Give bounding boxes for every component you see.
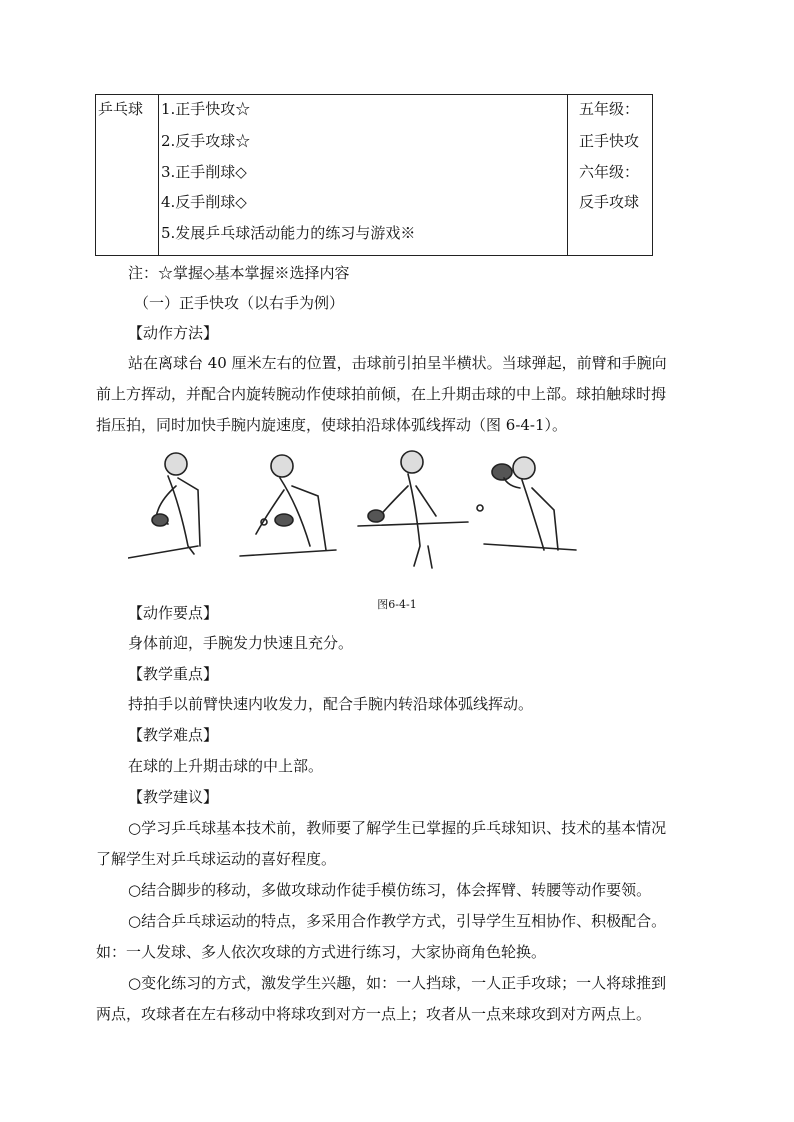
suggestion-line: ○结合脚步的移动，多做攻球动作徒手模仿练习，体会挥臂、转腰等动作要领。 (128, 881, 652, 899)
table-item: 3.正手削球◇ (161, 163, 247, 181)
key-points-text: 身体前迎，手腕发力快速且充分。 (128, 634, 354, 652)
requirement-text: 正手快攻 (579, 132, 640, 150)
suggestion-line: ○变化练习的方式，激发学生兴趣，如：一人挡球，一人正手攻球；一人将球推到 (128, 974, 667, 992)
teaching-difficulty-heading: 【教学难点】 (128, 726, 219, 744)
suggestion-line: ○结合乒乓球运动的特点，多采用合作教学方式，引导学生互相协作、积极配合。 (128, 912, 667, 930)
key-points-heading: 【动作要点】 (128, 604, 219, 622)
figure-caption: 图6-4-1 (377, 598, 417, 611)
requirement-text: 五年级： (579, 100, 640, 118)
method-heading: 【动作方法】 (128, 324, 219, 342)
teaching-focus-heading: 【教学重点】 (128, 665, 219, 683)
teaching-focus-text: 持拍手以前臂快速内收发力，配合手腕内转沿球体弧线挥动。 (128, 695, 534, 713)
forehand-attack-figure (128, 446, 598, 586)
suggestion-line: 两点，攻球者在左右移动中将球攻到对方一点上；攻者从一点来球攻到对方两点上。 (96, 1005, 652, 1023)
table-item: 5.发展乒乓球活动能力的练习与游戏※ (161, 224, 416, 242)
section-title: （一）正手快攻（以右手为例） (134, 294, 345, 312)
method-line: 指压拍，同时加快手腕内旋速度，使球拍沿球体弧线挥动（图 6-4-1）。 (96, 416, 568, 434)
suggestion-line: 如：一人发球、多人依次攻球的方式进行练习，大家协商角色轮换。 (96, 943, 547, 961)
figure-stage-4 (477, 457, 576, 550)
table-item: 4.反手削球◇ (161, 193, 247, 211)
sport-name: 乒乓球 (98, 100, 144, 118)
method-line: 站在离球台 40 厘米左右的位置，击球前引拍呈半横状。当球弹起，前臂和手腕向 (128, 354, 667, 372)
content-table (95, 94, 653, 256)
table-item: 1.正手快攻☆ (161, 100, 251, 118)
teaching-difficulty-text: 在球的上升期击球的中上部。 (128, 757, 324, 775)
method-line: 前上方挥动，并配合内旋转腕动作使球拍前倾，在上升期击球的中上部。球拍触球时拇 (96, 385, 667, 403)
figure-stage-3 (358, 451, 468, 568)
sport-cell (96, 95, 159, 255)
requirement-text: 反手攻球 (579, 193, 640, 211)
suggestion-line: 了解学生对乒乓球运动的喜好程度。 (96, 850, 337, 868)
suggestion-line: ○学习乒乓球基本技术前，教师要了解学生已掌握的乒乓球知识、技术的基本情况 (128, 819, 667, 837)
table-item: 2.反手攻球☆ (161, 132, 251, 150)
requirement-text: 六年级： (579, 163, 640, 181)
table-note: 注：☆掌握◇基本掌握※选择内容 (128, 264, 350, 282)
figure-stage-2 (240, 455, 336, 556)
figure-stage-1 (128, 453, 200, 558)
suggestions-heading: 【教学建议】 (128, 788, 219, 806)
